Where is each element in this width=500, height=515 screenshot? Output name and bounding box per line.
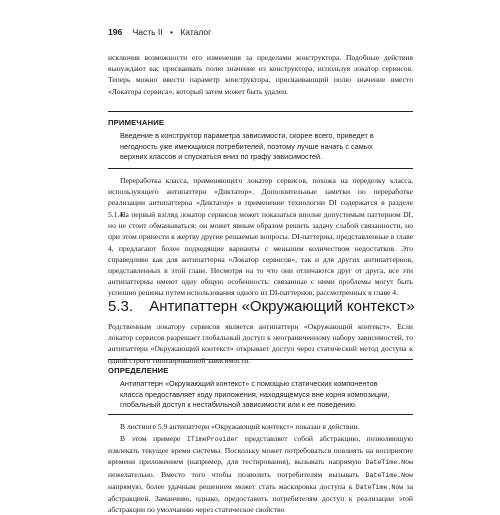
- paragraph-refactor: Переработка класса, применяющего локатор сервисов, похожа на переделку класса, использующего антипаттерн «Диктатор». Дополнительные заметки по переработке реализации антипаттерна «Диктатор» в применение технологии DI содержатся в разделе 5.1.4.: [108, 176, 413, 219]
- text-run: напрямую, более удачным решением может стать маскировка доступа к: [108, 481, 356, 491]
- section-title: Антипаттерн «Окружающий контекст»: [149, 298, 415, 315]
- paragraph-first-look: На первый взгляд локатор сервисов может показаться вполне допустимым паттерном DI, но не стоит обманываться: он может явным образом решить задачу слабой связанности, но при этом принести в жертву другие решаемые вопросы. DI-паттерны, представленные в главе 4, предлагают более подходящие варианты с меньшим количеством недостатков. Это справедливо как для антипаттерна «Локатор сервисов», так и для других антипаттернов, представленных в этой главе. Несмотря на то что они отличаются друг от друга, все эти антипаттерны имеют одну общую особенность: связанные с ними проблемы могут быть успешно решены путем использования одного из DI-паттернов, рассмотренных в главе 4.: [108, 210, 413, 298]
- section-number: 5.3.: [108, 298, 134, 315]
- section-heading: [108, 298, 415, 316]
- code-datetime-now: DateTime.Now: [365, 471, 413, 479]
- text-run: представляет собой абстракцию, позволяющую извлекать текущее время системы. Поскольку может потребоваться повлиять на восприятие времени приложением (например, для тестирования), вызывать напрямую: [108, 434, 413, 467]
- page-number: 196: [108, 27, 123, 37]
- code-datetime-now: DateTime.Now: [365, 459, 413, 467]
- paragraph-ambient-context: Родственным локатору сервисов является антипаттерн «Окружающий контекст». Если локатор сервисов разрешает глобальный доступ к неограниченному набору зависимостей, то антипаттерн «Окружающий контекст» открывает доступ через статический метод доступа к одной строго типизированной зависимости.: [108, 322, 413, 365]
- note-text: Введение в конструктор параметра зависимости, скорее всего, приведет в негодность уже имеющихся потребителей, поэтому лучше начать с самых верхних классов и спускаться вниз по графу зависимостей.: [120, 131, 374, 162]
- text-run: за абстракцией. Заманчиво, однако, предоставить потребителям доступ к реализации этой абстракции по умолчанию через статическое свойство: [108, 481, 413, 515]
- intro-paragraph: исключив возможности его изменения за пределами конструктора. Подобные действия вынуждают вас присваивать полю значение из конструктора, используя локатор сервисов. Теперь можно ввести параметр конструктора, присваивающий полю значение вместо «Локатора сервиса», который затем может быть удален.: [108, 53, 413, 96]
- definition-bottom-rule: [108, 414, 413, 415]
- part-label: Часть II: [132, 27, 163, 37]
- header-bullet: •: [170, 27, 173, 37]
- text-run: нежелательно. Вместо того чтобы позволить потребителям вызывать: [108, 469, 366, 479]
- section-name: Каталог: [180, 27, 212, 37]
- code-itimeprovider: ITimeProvider: [186, 436, 239, 443]
- note-bottom-rule: [108, 168, 413, 169]
- definition-label: ОПРЕДЕЛЕНИЕ: [108, 366, 169, 375]
- note-label: ПРИМЕЧАНИЕ: [108, 118, 165, 127]
- paragraph-listing: В листинге 5.9 антипаттерн «Окружающий контекст» показан в действии.: [120, 422, 360, 431]
- definition-text: Антипаттерн «Окружающий контекст» с помощью статических компонентов класса предоставляет коду приложения, находящемуся вне корня композиции, глобальный доступ к нестабильной зависимости или к ее поведению.: [120, 379, 390, 410]
- running-header: [108, 27, 211, 37]
- paragraph-time-provider: [108, 433, 413, 515]
- text-run: В этом примере: [120, 434, 187, 443]
- definition-top-rule: [108, 359, 413, 360]
- code-datetime-now: DateTime.Now: [355, 483, 404, 491]
- note-top-rule: [108, 111, 413, 112]
